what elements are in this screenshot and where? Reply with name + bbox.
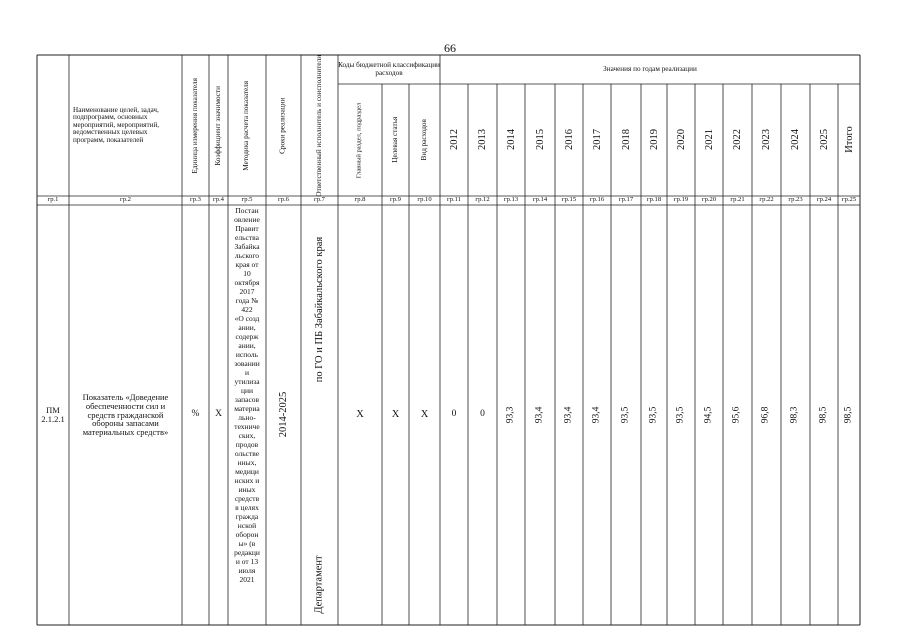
header-budget-codes: Коды бюджетной классификации расходов [338,60,440,77]
header-year: 2014 [505,129,517,151]
column-number: гр.20 [701,196,717,204]
row-year-value: 98,5 [818,406,829,424]
header-year: 2023 [760,129,772,151]
row-total: 98,5 [843,406,854,424]
header-values-by-year: Значения по годам реализации [603,64,697,73]
header-expense: Вид расходов [419,119,428,161]
row-year-value: 94,5 [703,406,714,424]
page-number: 66 [444,41,456,55]
row-year-value: 0 [451,409,457,420]
column-number: гр.10 [417,196,432,204]
row-year-value: 93,5 [620,406,631,424]
column-number: гр.16 [589,196,605,204]
header-year: 2016 [563,129,575,151]
header-year: 2020 [675,129,687,151]
row-executor-bottom: Департамент [314,555,325,615]
header-unit: Единица измерения показателя [190,77,199,174]
row-year-value: 93,4 [563,406,574,424]
column-number: гр.14 [532,196,548,204]
column-number: гр.19 [673,196,689,204]
row-year-value: 0 [480,409,485,420]
column-number: гр.24 [816,196,832,204]
column-number: гр.22 [759,196,774,204]
row-year-value: 98,3 [789,406,800,424]
column-number: гр.12 [475,196,490,204]
row-code: ПМ 2.1.2.1 [41,405,65,424]
header-section: Главный раздел, подраздел [355,102,363,178]
column-number: гр.23 [788,196,803,204]
row-year-value: 93,4 [591,406,602,424]
column-number: гр.17 [618,196,634,204]
row-year-value: 93,4 [534,406,545,424]
column-number: гр.13 [503,196,519,204]
header-year: 2015 [534,129,546,151]
column-number: гр.25 [841,196,857,204]
row-executor-top: по ГО и ПБ Забайкальского края [313,237,325,383]
row-term: 2014-2025 [277,392,289,438]
header-year: 2022 [731,129,743,151]
header-year: 2024 [789,129,801,151]
column-number: гр.18 [646,196,662,204]
header-executor: Ответственный исполнитель и соисполнители [314,54,323,197]
row-section: X [356,409,364,421]
row-year-value: 95,6 [731,406,742,424]
header-year: 2019 [648,129,660,151]
column-number: гр.9 [390,196,401,204]
header-method: Методика расчета показателя [242,80,251,171]
row-target: X [391,409,400,421]
header-year: 2013 [476,129,488,151]
header-coef: Коэффициент значимости [213,85,222,166]
header-year: 2012 [448,129,460,151]
column-number: гр.1 [47,196,59,204]
column-number: гр.7 [314,196,325,204]
row-year-value: 93,5 [675,406,686,424]
header-total: Итого [843,126,855,154]
row-name: Показатель «Доведение обеспеченности сил и средств гражданской обороны запасами материальных средств» [82,391,169,438]
header-year: 2018 [620,129,632,151]
column-number: гр.4 [213,196,224,204]
row-coef: X [215,409,222,420]
row-year-value: 93,3 [505,406,516,424]
column-number: гр.8 [354,196,366,204]
row-expense: X [420,409,429,421]
column-number: гр.5 [241,196,253,204]
row-year-value: 93,5 [648,406,659,424]
header-year: 2017 [591,129,603,151]
row-method: Постан овление Правит ельства Забайка льского края от 10 октября 2017 года № 422 «О созд ании, содерж ании, исполь зовании и утилиза ции запасов материа льно- техниче ских, продов ольстве нных, медици нских и иных средств в целях гражда нской оборон ы» (в редакци и от 13 июля 2021 [234,206,260,584]
row-unit: % [191,409,200,420]
header-target: Целевая статья [390,117,399,163]
column-number: гр.21 [730,196,745,204]
column-number: гр.2 [120,196,131,204]
column-number: гр.6 [278,196,289,204]
row-year-value: 96,8 [760,406,771,424]
header-year: 2021 [703,129,715,151]
column-number: гр.15 [561,196,577,204]
column-number: гр.11 [447,196,461,204]
header-term: Сроки реализации [278,97,287,154]
header-name: Наименование целей, задач, подпрограмм, основных мероприятий, мероприятий, ведомственных целевых программ, показателей [73,105,160,144]
header-year: 2025 [818,129,830,151]
column-number: гр.3 [190,196,201,204]
